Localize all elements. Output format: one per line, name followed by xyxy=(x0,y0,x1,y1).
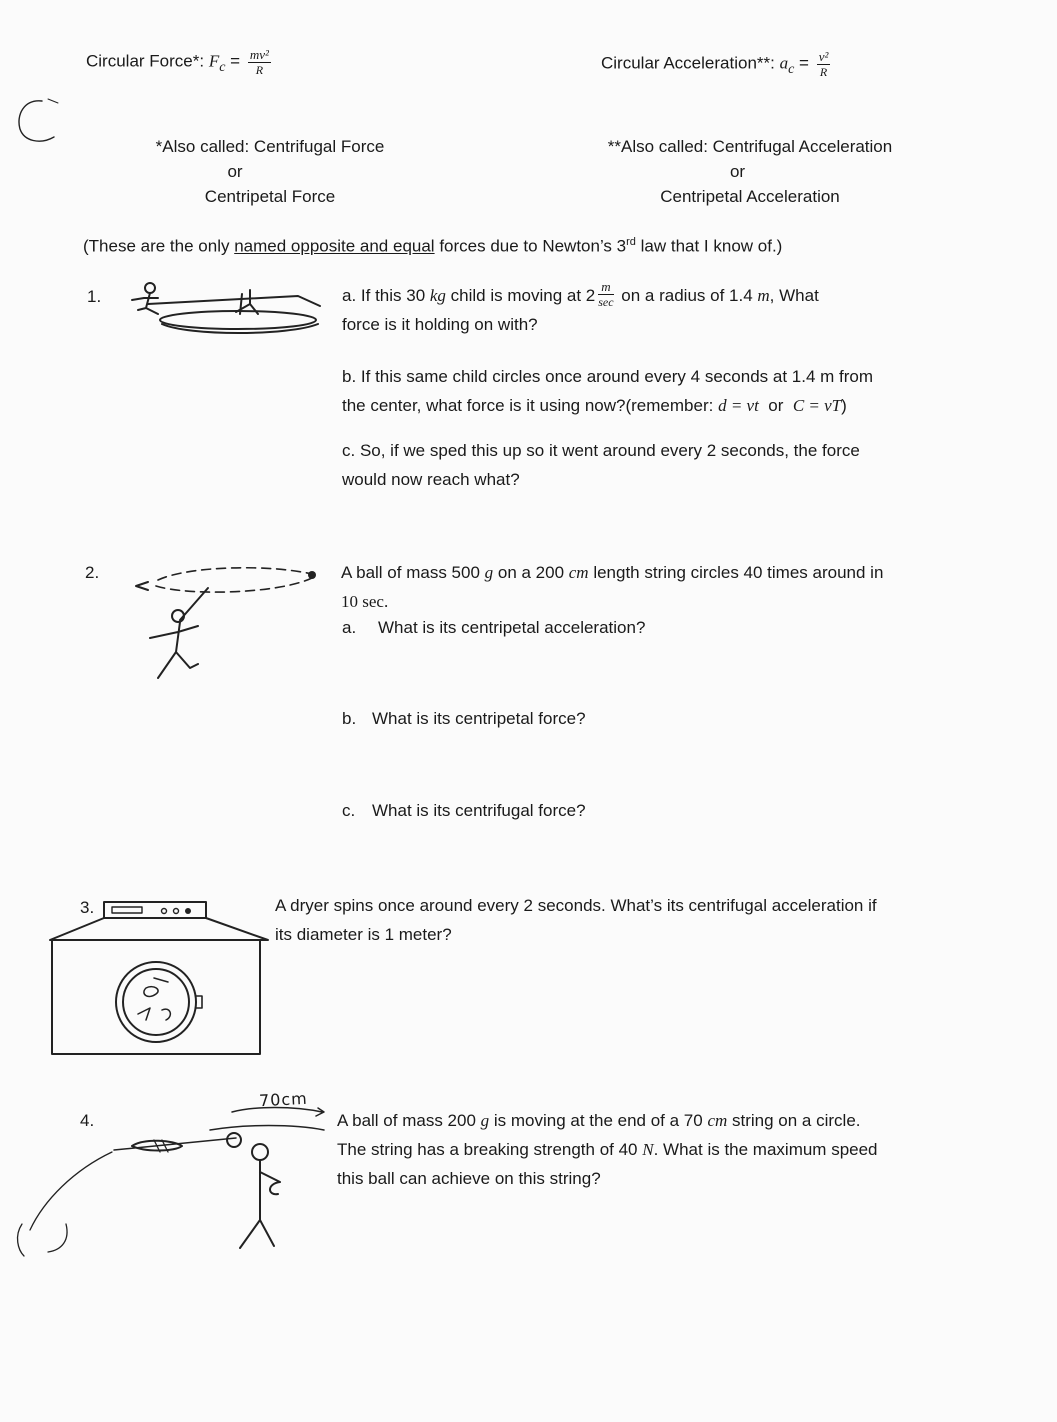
q1b-formula-distance: d = vt xyxy=(718,396,759,415)
accel-lhs: a xyxy=(779,53,789,73)
note-pre: (These are the only xyxy=(83,236,235,256)
q2-unit-g: g xyxy=(484,563,494,582)
q4-ball-on-string-sketch xyxy=(4,1100,344,1280)
q1b-line2 xyxy=(342,391,873,420)
q4-line1-mid: is moving at the end of a 70 xyxy=(489,1111,708,1130)
q4-number: 4. xyxy=(80,1111,95,1130)
q1a-text-post1: on a radius of 1.4 xyxy=(616,286,758,305)
q1b-formula-circumference: C = vT xyxy=(792,396,842,415)
force-fraction xyxy=(248,48,271,76)
note-mid: forces due to Newton’s 3 xyxy=(434,236,627,256)
accel-denominator: R xyxy=(819,65,828,79)
q2-part-b xyxy=(342,709,586,729)
q1-part-a xyxy=(342,278,819,339)
q2-line1 xyxy=(341,558,883,587)
newton-note xyxy=(83,236,782,257)
q4-line1-post: string on a circle. xyxy=(727,1111,861,1130)
q4-sketch-label: 70cm xyxy=(258,1088,309,1111)
q1a-line2: force is it holding on with? xyxy=(342,315,538,334)
force-denominator: R xyxy=(255,63,264,77)
circular-force-formula xyxy=(86,48,274,76)
q1-merry-go-round-sketch xyxy=(128,280,328,350)
q2-line1-mid: on a 200 xyxy=(493,563,569,582)
q1b-close: ) xyxy=(841,396,847,415)
accel-alias-2: Centripetal Acceleration xyxy=(660,187,840,206)
q2c-label: c. xyxy=(342,801,356,820)
q3-dryer-sketch xyxy=(46,894,286,1064)
q3-line1: A dryer spins once around every 2 seconds. What’s its centrifugal acceleration if xyxy=(275,896,877,915)
q2-line2: 10 sec. xyxy=(341,592,389,611)
note-underlined: named opposite and equal xyxy=(234,236,435,256)
force-numerator: mv² xyxy=(249,47,269,62)
accel-fraction xyxy=(817,50,831,78)
q1a-speed-unit xyxy=(598,280,613,308)
force-aliases xyxy=(120,134,420,209)
q2-part-c xyxy=(342,801,586,821)
q2-part-a xyxy=(342,618,645,638)
accel-label: Circular Acceleration**: xyxy=(601,53,775,73)
note-sup: rd xyxy=(626,236,636,248)
q4-line1 xyxy=(337,1106,878,1135)
force-alias-or: or xyxy=(227,162,243,181)
acceleration-aliases xyxy=(590,134,910,209)
q2b-text: What is its centripetal force? xyxy=(372,709,586,728)
q1-part-c xyxy=(342,436,860,494)
q3-question xyxy=(275,891,877,949)
accel-numerator: v² xyxy=(818,49,829,64)
q3-line2: its diameter is 1 meter? xyxy=(275,925,452,944)
q1-part-b xyxy=(342,362,873,420)
q4-question xyxy=(337,1106,878,1193)
force-equals: = xyxy=(230,51,241,71)
q2c-text: What is its centrifugal force? xyxy=(372,801,586,820)
q2-line1-post: length string circles 40 times around in xyxy=(588,563,884,582)
q2-line1-pre: A ball of mass 500 xyxy=(341,563,485,582)
q4-line3: this ball can achieve on this string? xyxy=(337,1169,601,1188)
q1a-unit-m: m xyxy=(757,286,770,305)
q4-unit-n: N xyxy=(642,1140,654,1159)
q2a-text: What is its centripetal acceleration? xyxy=(378,618,646,637)
q2-number: 2. xyxy=(85,563,100,582)
q4-unit-cm: cm xyxy=(707,1111,728,1130)
q1c-line1: c. So, if we sped this up so it went around every 2 seconds, the force xyxy=(342,441,860,460)
q1a-text-post2: , What xyxy=(769,286,819,305)
force-lhs: F xyxy=(208,51,220,71)
q2-question xyxy=(341,558,883,616)
q4-line2-pre: The string has a breaking strength of 40 xyxy=(337,1140,643,1159)
q2a-label: a. xyxy=(342,618,357,637)
circular-acceleration-formula xyxy=(601,50,833,78)
q1b-line1: b. If this same child circles once around every 4 seconds at 1.4 m from xyxy=(342,367,874,386)
force-alias-1: *Also called: Centrifugal Force xyxy=(155,137,385,156)
q1a-text-mid: child is moving at 2 xyxy=(445,286,596,305)
accel-equals: = xyxy=(799,53,809,73)
accel-alias-1: **Also called: Centrifugal Acceleration xyxy=(607,137,893,156)
q1b-or: or xyxy=(758,396,793,415)
q4-line1-pre: A ball of mass 200 xyxy=(337,1111,481,1130)
q1a-unit-kg: kg xyxy=(429,286,446,305)
force-alias-2: Centripetal Force xyxy=(204,187,336,206)
q1c-line2: would now reach what? xyxy=(342,470,520,489)
q1a-line1 xyxy=(342,278,819,310)
q4-unit-g: g xyxy=(480,1111,490,1130)
q1a-unit-num: m xyxy=(598,280,613,295)
q2-unit-cm: cm xyxy=(568,563,589,582)
force-lhs-sub: c xyxy=(219,59,226,75)
q2-swinging-ball-sketch xyxy=(128,556,328,686)
q1b-line2-pre: the center, what force is it using now?(remember: xyxy=(342,396,719,415)
accel-lhs-sub: c xyxy=(788,61,795,77)
q4-line2 xyxy=(337,1135,878,1164)
q1a-unit-den: sec xyxy=(598,294,614,309)
accel-alias-or: or xyxy=(729,162,746,181)
force-label: Circular Force*: xyxy=(86,51,205,71)
q3-number: 3. xyxy=(80,898,95,917)
q1-number: 1. xyxy=(87,287,102,306)
q1a-text-pre: a. If this 30 xyxy=(342,286,430,305)
q2b-label: b. xyxy=(342,709,357,728)
q4-line2-post: . What is the maximum speed xyxy=(653,1140,878,1159)
note-post: law that I know of.) xyxy=(635,236,783,256)
